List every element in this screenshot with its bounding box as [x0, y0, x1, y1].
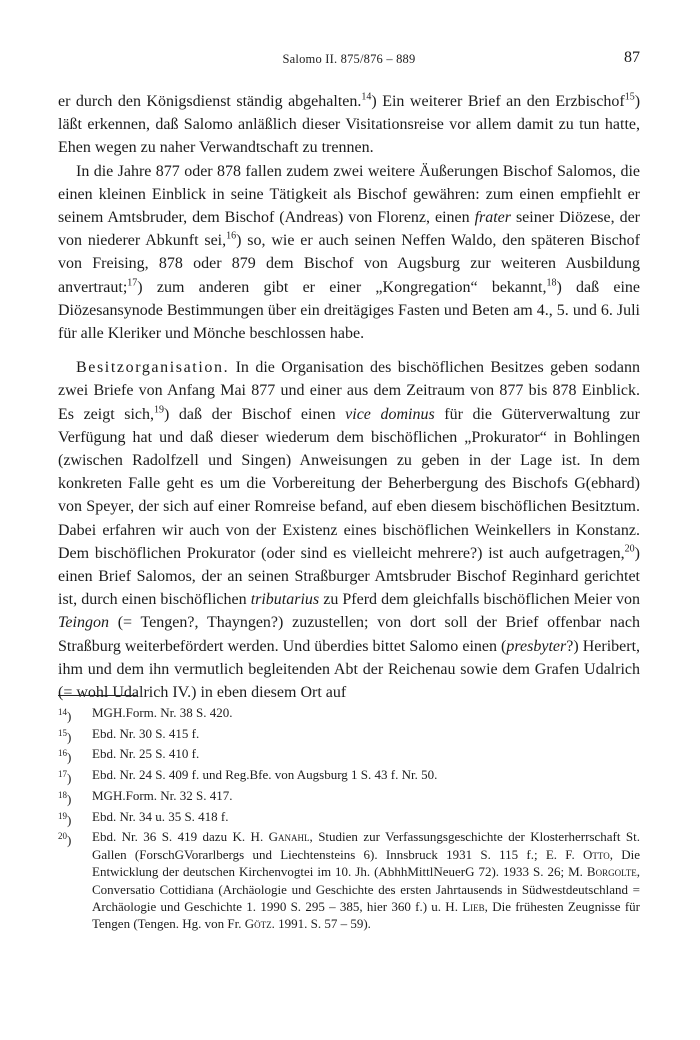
text-run: ) so, wie er auch seinen Neffen Waldo, den späteren Bischof von Freising, 878 oder 879 dem Bischof von Augsburg zur weiteren Ausbildung anvertraut; [58, 232, 641, 296]
footnote-number: 15 [58, 727, 67, 738]
author-name: Götz [244, 916, 272, 932]
main-text [58, 90, 640, 704]
italic-term: Teingon [58, 614, 109, 632]
footnote-ref-18: 18 [546, 277, 557, 289]
footnote-text [92, 828, 640, 932]
footnote-ref-14: 14 [361, 91, 372, 103]
author-name: Lieb [462, 899, 485, 915]
paragraph-1 [58, 90, 640, 160]
text-run: (= Tengen?, Thayngen?) zuzustellen; von dort soll der Brief offenbar nach Straßburg weiterbefördert werden. Und überdies bittet Salomo einen ( [58, 614, 640, 655]
italic-term: tributarius [250, 591, 320, 609]
text-run: , Die frühesten Zeugnisse für Tengen (Tengen. Hg. von Fr. [92, 899, 640, 932]
footnote-number: 14 [58, 707, 67, 717]
text-run: ?) Heribert, ihm und dem ihn vermutlich begleitenden Abt der Reichenau sowie dem Grafen Udalrich (= wohl Udalrich IV.) in eben diesem Ort auf [58, 637, 641, 702]
footnote-ref-17: 17 [127, 277, 138, 289]
text-run: In die Organisation des bischöflichen Besitzes geben sodann zwei Briefe von Anfang Mai 877 und einer aus dem Zeitraum von 877 bis 878 Einblick. Es zeigt sich, [58, 359, 640, 423]
footnote: $^{16}$) Ebd. Nr. 25 S. 410 f. [58, 745, 640, 766]
text-run: , Die Entwicklung der deutschen Kirchenvogtei im 10. Jh. (AbhhMittlNeuerG 72). 1933 S. 26; M. [92, 846, 640, 880]
footnote-number: 16 [58, 748, 67, 759]
footnote: $^{18}$) MGH.Form. Nr. 32 S. 417. [58, 787, 640, 808]
text-run: für die Güterverwaltung zur Verfügung hat und daß dieser wiederum dem bischöflichen „Prokurator“ in Bohlingen (zwischen Radolfzell und Singen) Anweisungen zu geben in der Lage ist. In dem konkreten Falle geht es um die Vorbereitung der Beherbergung des Bischofs G(ebhard) von Speyer, der sich auf einer Romreise befand, auf eben diesem bischöflichen Besitztum. Dabei erfahren wir auch von der Existenz eines bischöflichen Weinkellers in Konstanz. Dem bischöflichen Prokurator (oder sind es vielleicht mehrere?) ist auch aufgetragen, [58, 405, 640, 562]
text-run: ) Ein weiterer Brief an den Erzbischof [371, 93, 625, 110]
footnote-rule [58, 695, 138, 696]
page-header [58, 49, 640, 76]
footnote-text: Ebd. Nr. 24 S. 409 f. und Reg.Bfe. von Augsburg 1 S. 43 f. Nr. 50. [92, 767, 438, 783]
text-run: ) daß eine Diözesansynode Bestimmungen über ein dreitägiges Fasten und Beten am 4., 5. und 6. Juli für alle Kleriker und Mönche beschlossen habe. [58, 278, 641, 343]
footnote-number: 18 [58, 789, 67, 800]
page-number: 87 [624, 49, 640, 66]
text-run: , Studien zur Verfassungsgeschichte der Klosterherrschaft St. Gallen (ForschGVorarlbergs und Liechtensteins 6). Innsbruck 1931 S. 115 f.; E. F. [92, 829, 640, 862]
author-name: Ganahl [268, 829, 310, 845]
footnote-number: 19 [58, 810, 67, 821]
author-name: Otto [582, 846, 610, 862]
text-run: seiner Diözese, der von niederer Abkunft sei, [58, 209, 640, 250]
text-run: ) daß der Bischof einen [164, 405, 346, 423]
footnote-ref-16: 16 [226, 230, 237, 242]
text-run: . 1991. S. 57 – 59). [271, 916, 371, 932]
footnote-text: MGH.Form. Nr. 32 S. 417. [92, 787, 233, 803]
paragraph-2 [58, 160, 640, 346]
text-run: ) zum anderen gibt er einer „Kongregation“ bekannt, [137, 278, 547, 296]
italic-term: frater [474, 209, 512, 227]
section-heading: Besitzorganisation. [76, 359, 230, 377]
footnote-text: Ebd. Nr. 34 u. 35 S. 418 f. [92, 808, 229, 824]
footnote: $^{15}$) Ebd. Nr. 30 S. 415 f. [58, 725, 640, 746]
running-head: Salomo II. 875/876 – 889 [282, 52, 416, 66]
footnote-ref-19: 19 [154, 404, 165, 416]
paragraph-3 [58, 356, 640, 704]
text-run: ) einen Brief Salomos, der an seinen Straßburger Amtsbruder Bischof Reginhard gerichtet ist, durch einen bischöflichen [58, 544, 640, 609]
footnote-number: 17 [58, 769, 67, 780]
footnote-ref-15: 15 [624, 91, 635, 103]
footnote-text: Ebd. Nr. 25 S. 410 f. [92, 746, 200, 762]
footnote-ref-20: 20 [624, 543, 635, 555]
text-run: ) läßt erkennen, daß Salomo anläßlich dieser Visitationsreise vor allem damit zu tun hatte, Ehen wegen zu naher Verwandtschaft zu trennen. [58, 93, 641, 157]
author-name: Borgolte [586, 864, 637, 880]
text-run: In die Jahre 877 oder 878 fallen zudem zwei weitere Äußerungen Bischof Salomos, die einen kleinen Einblick in seine Tätigkeit als Bischof gewähren: zum einen empfiehlt er seinem Amtsbruder, dem Bischof (Andreas) von Florenz, einen [58, 162, 640, 227]
footnote: $^{19}$) Ebd. Nr. 34 u. 35 S. 418 f. [58, 808, 640, 829]
footnote: $^{14}$) MGH.Form. Nr. 38 S. 420. [58, 704, 640, 725]
footnote-number: 20 [58, 831, 67, 842]
footnote: $^{20}$) Ebd. Nr. 36 S. 419 dazu K. H. Ganahl, Studien zur Verfassungsgeschichte der Klosterherrschaft St. Gallen (ForschGVorarlbergs und Liechtensteins 6). Innsbruck 1931 S. 115 f.; E. F. Otto, Die Entwicklung der deutschen Kirchenvogtei im 10. Jh. (AbhhMittlNeuerG 72). 1933 S. 26; M. Borgolte, Conversatio Cottidiana (Archäologie und Geschichte des ersten Jahrtausends in Südwestdeutschland = Archäologie und Geschichte 1. 1990 S. 295 – 385, hier 360 f.) u. H. Lieb, Die frühesten Zeugnisse für Tengen (Tengen. Hg. von Fr. Götz. 1991. S. 57 – 59). [58, 829, 640, 932]
text-run: , Conversatio Cottidiana (Archäologie und Geschichte des ersten Jahrtausends in Südwestdeutschland = Archäologie und Geschichte 1. 1990 S. 295 – 385, hier 360 f.) u. H. [92, 864, 640, 915]
italic-term: presbyter [506, 637, 567, 655]
text-run: zu Pferd dem gleichfalls bischöflichen Meier von [319, 591, 641, 609]
footnotes [58, 704, 640, 933]
italic-term: vice dominus [345, 405, 435, 423]
text-run: er durch den Königsdienst ständig abgehalten. [58, 93, 362, 110]
text-run: Ebd. Nr. 36 S. 419 dazu K. H. [92, 829, 269, 845]
footnote-text: MGH.Form. Nr. 38 S. 420. [92, 705, 233, 720]
footnote: $^{17}$) Ebd. Nr. 24 S. 409 f. und Reg.Bfe. von Augsburg 1 S. 43 f. Nr. 50. [58, 766, 640, 787]
footnote-text: Ebd. Nr. 30 S. 415 f. [92, 725, 200, 741]
